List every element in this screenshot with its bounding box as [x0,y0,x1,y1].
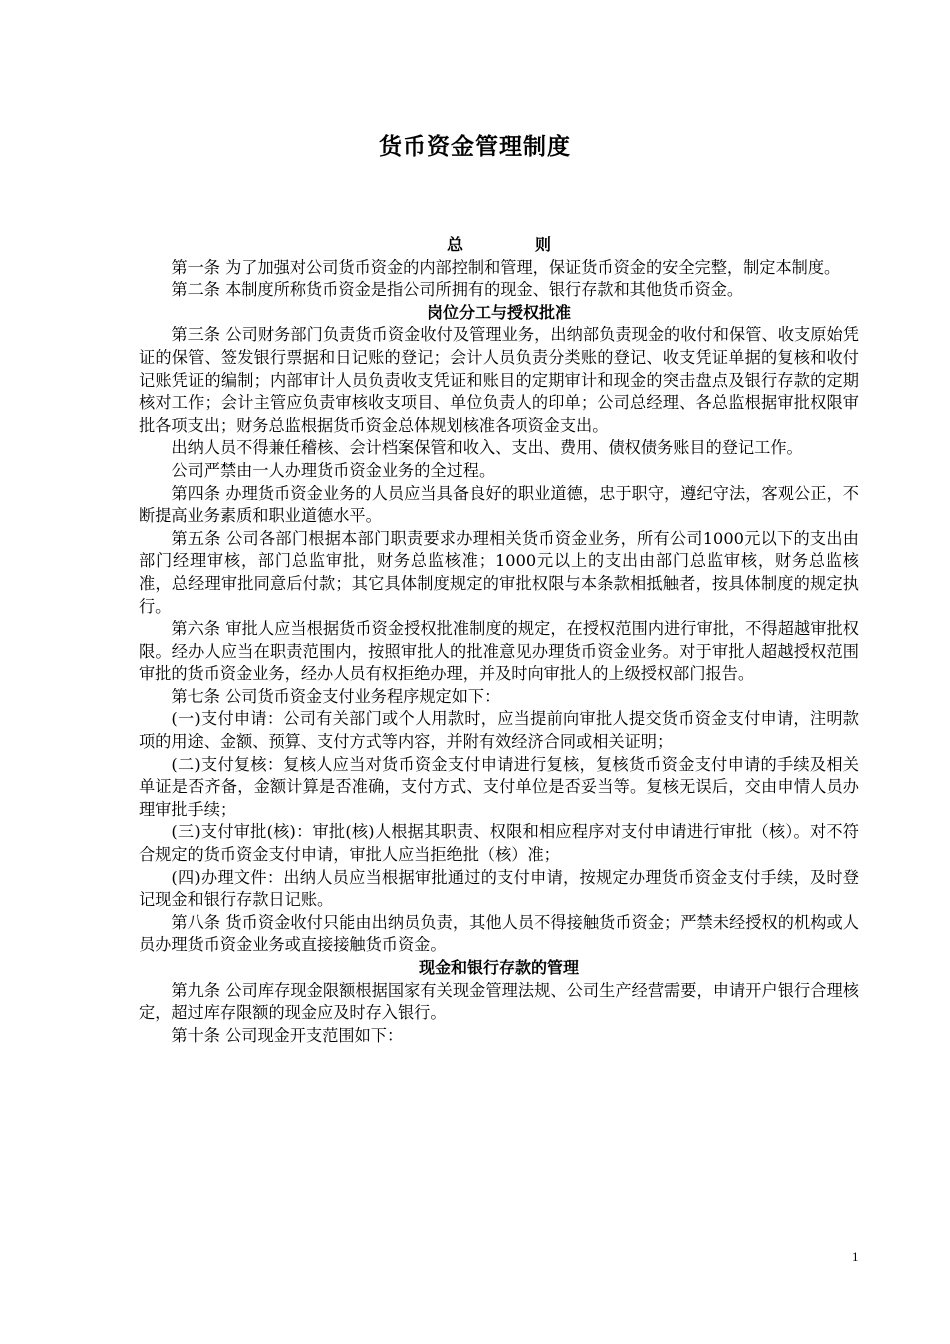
page-number: 1 [852,1249,859,1264]
section-heading-general [139,234,859,257]
procedure-item-4: (四)办理文件：出纳人员应当根据审批通过的支付申请，按规定办理货币资金支付手续，及时登记现金和银行存款日记账。 [139,867,859,910]
article-5: 第五条 公司各部门根据本部门职责要求办理相关货币资金业务，所有公司1000元以下的支出由部门经理审核，部门总监审批，财务总监核准；1000元以上的支出由部门总监审核，财务总监核准，总经理审批同意后付款；其它具体制度规定的审批权限与本条款相抵触者，按具体制度的规定执行。 [139,528,859,616]
section-heading-part-1: 总 [446,235,463,254]
paragraph-cashier-restriction: 出纳人员不得兼任稽核、会计档案保管和收入、支出、费用、债权债务账目的登记工作。 [171,438,803,458]
section-heading-cash-bank: 现金和银行存款的管理 [418,958,579,977]
article-9: 第九条 公司库存现金限额根据国家有关现金管理法规、公司生产经营需要，申请开户银行合理核定，超过库存限额的现金应及时存入银行。 [139,980,859,1023]
article-3: 第三条 公司财务部门负责货币资金收付及管理业务，出纳部负责现金的收付和保管、收支原始凭证的保管、签发银行票据和日记账的登记；会计人员负责分类账的登记、收支凭证单据的复核和收付记账凭证的编制；内部审计人员负责收支凭证和账目的定期审计和现金的突击盘点及银行存款的定期核对工作；会计主管应负责审核收支项目、单位负责人的印单；公司总经理、各总监根据审批权限审批各项支出；财务总监根据货币资金总体规划核准各项资金支出。 [139,325,859,435]
paragraph-single-person-ban: 公司严禁由一人办理货币资金业务的全过程。 [171,460,496,480]
procedure-item-1: (一)支付申请：公司有关部门或个人用款时，应当提前向审批人提交货币资金支付申请，注明款项的用途、金额、预算、支付方式等内容，并附有效经济合同或相关证明； [139,709,859,752]
article-8: 第八条 货币资金收付只能由出纳员负责，其他人员不得接触货币资金；严禁未经授权的机构或人员办理货币资金业务或直接接触货币资金。 [139,912,859,955]
article-7: 第七条 公司货币资金支付业务程序规定如下： [171,686,501,706]
article-6: 第六条 审批人应当根据货币资金授权批准制度的规定，在授权范围内进行审批，不得超越审批权限。经办人应当在职责范围内，按照审批人的批准意见办理货币资金业务。对于审批人超越授权范围审批的货币资金业务，经办人员有权拒绝办理，并及时向审批人的上级授权部门报告。 [139,619,859,684]
article-2: 第二条 本制度所称货币资金是指公司所拥有的现金、银行存款和其他货币资金。 [171,280,744,300]
document-title: 货币资金管理制度 [379,134,571,160]
article-10: 第十条 公司现金开支范围如下： [171,1025,404,1045]
article-4: 第四条 办理货币资金业务的人员应当具备良好的职业道德，忠于职守，遵纪守法，客观公正，不断提高业务素质和职业道德水平。 [139,483,859,526]
section-heading-part-2: 则 [535,235,552,254]
procedure-item-3: (三)支付审批(核)：审批(核)人根据其职责、权限和相应程序对支付申请进行审批（核）。对不符合规定的货币资金支付申请，审批人应当拒绝批（核）准； [139,822,859,865]
section-heading-authorization: 岗位分工与授权批准 [426,302,571,322]
document-body [139,234,859,1047]
procedure-item-2: (二)支付复核：复核人应当对货币资金支付申请进行复核，复核货币资金支付申请的手续及相关单证是否齐备，金额计算是否准确，支付方式、支付单位是否妥当等。复核无误后，交由申情人员办理审批手续； [139,754,859,819]
article-1: 第一条 为了加强对公司货币资金的内部控制和管理，保证货币资金的安全完整，制定本制度。 [171,257,841,277]
